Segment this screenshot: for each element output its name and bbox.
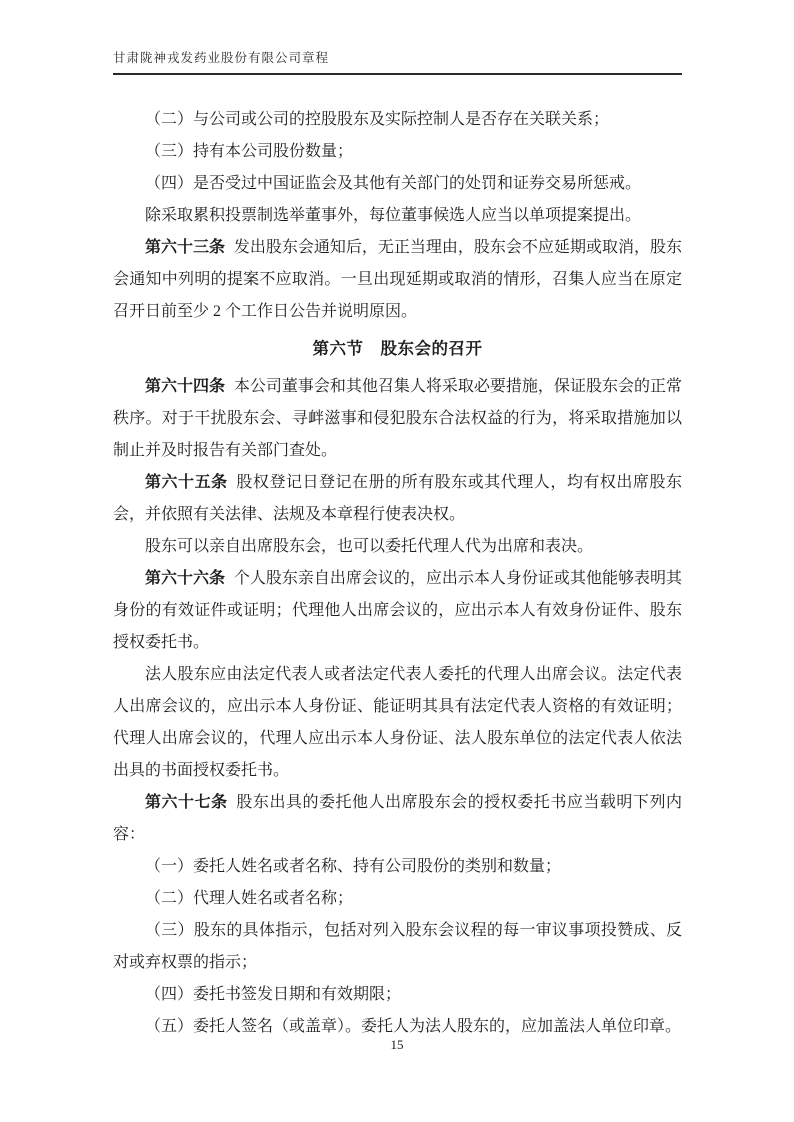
article-number: 第六十五条 [145, 474, 228, 491]
paragraph [113, 659, 682, 787]
page-footer [0, 1037, 794, 1053]
article-number: 第六十七条 [145, 794, 228, 811]
page-header [113, 48, 682, 75]
section-heading: 第六节 股东会的召开 [312, 339, 483, 358]
article-number: 第六十六条 [145, 570, 226, 587]
paragraph [113, 787, 682, 851]
paragraph [113, 915, 682, 979]
paragraph-text: （三）股东的具体指示，包括对列入股东会议程的每一审议事项投赞成、反对或弃权票的指示； [113, 922, 682, 971]
paragraph [113, 979, 682, 1011]
paragraph-text: （二）代理人姓名或者名称； [145, 890, 354, 907]
paragraph-text: 个人股东亲自出席会议的，应出示本人身份证或其他能够表明其身份的有效证件或证明；代理他人出席会议的，应出示本人有效身份证件、股东授权委托书。 [113, 570, 682, 651]
paragraph-text: （三）持有本公司股份数量； [145, 143, 354, 160]
paragraph-text: （一）委托人姓名或者名称、持有公司股份的类别和数量； [145, 858, 562, 875]
paragraph-text: 法人股东应由法定代表人或者法定代表人委托的代理人出席会议。法定代表人出席会议的，应出示本人身份证、能证明其具有法定代表人资格的有效证明；代理人出席会议的，代理人应出示本人身份证、法人股东单位的法定代表人依法出具的书面授权委托书。 [113, 666, 682, 779]
paragraph [113, 531, 682, 563]
paragraph-text: （四）委托书签发日期和有效期限； [145, 986, 402, 1003]
paragraph [113, 851, 682, 883]
article-number: 第六十三条 [145, 239, 226, 256]
paragraph [113, 883, 682, 915]
paragraph [113, 563, 682, 659]
paragraph [113, 467, 682, 531]
paragraph-text: 本公司董事会和其他召集人将采取必要措施，保证股东会的正常秩序。对于干扰股东会、寻衅滋事和侵犯股东合法权益的行为，将采取措施加以制止并及时报告有关部门查处。 [113, 378, 682, 459]
paragraph [113, 200, 682, 232]
paragraph [113, 104, 682, 136]
paragraph [113, 232, 682, 328]
paragraph-text: 除采取累积投票制选举董事外，每位董事候选人应当以单项提案提出。 [145, 207, 642, 224]
article-number: 第六十四条 [145, 378, 226, 395]
paragraph [113, 136, 682, 168]
page-number: 15 [390, 1037, 404, 1052]
paragraph-text: 股东出具的委托他人出席股东会的授权委托书应当载明下列内容： [113, 794, 682, 843]
paragraph-text: 股东可以亲自出席股东会，也可以委托代理人代为出席和表决。 [145, 538, 594, 555]
paragraph [113, 168, 682, 200]
paragraph-text: 发出股东会通知后，无正当理由，股东会不应延期或取消，股东会通知中列明的提案不应取消。一旦出现延期或取消的情形，召集人应当在原定召开日前至少 2 个工作日公告并说明原因。 [113, 239, 682, 320]
document-body [113, 104, 682, 1043]
paragraph-text: （二）与公司或公司的控股股东及实际控制人是否存在关联关系； [145, 111, 610, 128]
paragraph [113, 371, 682, 467]
paragraph-text: （四）是否受过中国证监会及其他有关部门的处罚和证券交易所惩戒。 [145, 175, 642, 192]
paragraph-text: 股权登记日登记在册的所有股东或其代理人，均有权出席股东会，并依照有关法律、法规及本章程行使表决权。 [113, 474, 682, 523]
document-header-title: 甘肃陇神戎发药业股份有限公司章程 [113, 51, 330, 65]
paragraph-text: （五）委托人签名（或盖章）。委托人为法人股东的，应加盖法人单位印章。 [145, 1018, 682, 1035]
